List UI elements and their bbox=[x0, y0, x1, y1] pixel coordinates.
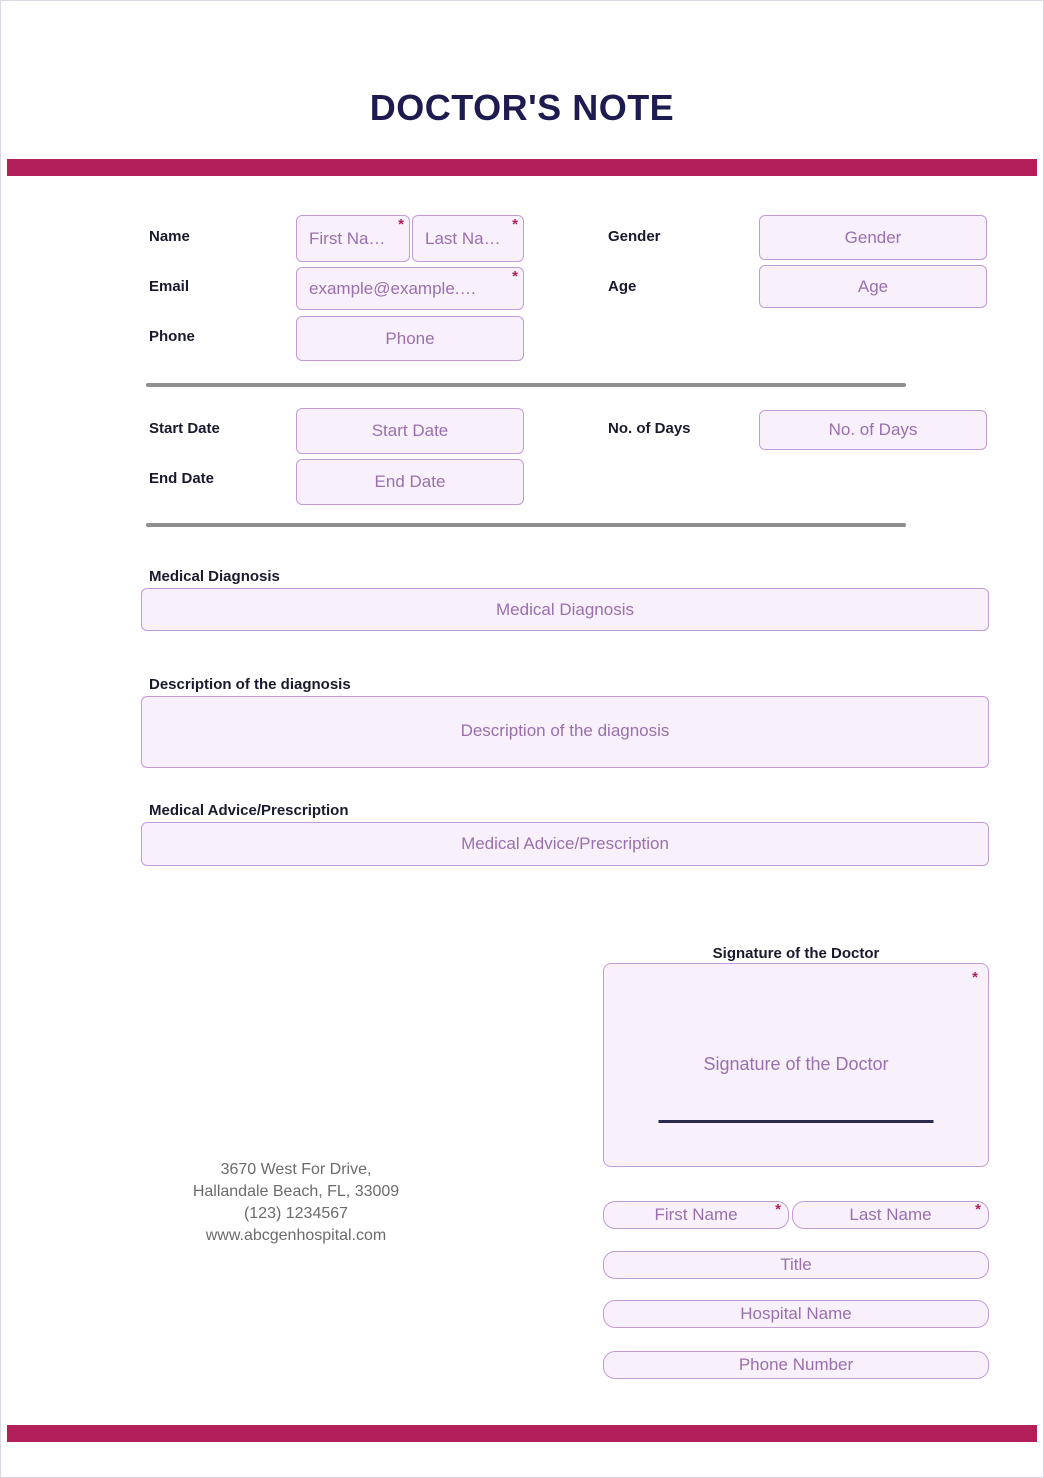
diagnosis-input[interactable] bbox=[141, 588, 989, 631]
days-field bbox=[759, 410, 987, 450]
signature-placeholder: Signature of the Doctor bbox=[703, 1054, 889, 1074]
description-field bbox=[141, 696, 989, 768]
gender-label: Gender bbox=[608, 228, 661, 245]
required-asterisk: * bbox=[512, 216, 518, 233]
page-title: DOCTOR'S NOTE bbox=[369, 87, 675, 128]
end-date-label: End Date bbox=[149, 470, 215, 487]
gender-input[interactable] bbox=[759, 215, 987, 260]
last-name-field bbox=[412, 215, 524, 262]
gender-field bbox=[759, 215, 987, 260]
hospital-phone: (123) 1234567 bbox=[243, 1205, 349, 1222]
age-label: Age bbox=[608, 278, 637, 295]
doctor-last-name-input[interactable] bbox=[792, 1201, 989, 1229]
address-line-1: 3670 West For Drive, bbox=[220, 1161, 372, 1178]
end-date-field bbox=[296, 459, 524, 505]
email-input[interactable] bbox=[296, 267, 524, 310]
end-date-input[interactable] bbox=[296, 459, 524, 505]
first-name-input[interactable] bbox=[296, 215, 410, 262]
start-date-label: Start Date bbox=[149, 420, 220, 437]
start-date-input[interactable] bbox=[296, 408, 524, 454]
doctor-title-input[interactable] bbox=[603, 1251, 989, 1279]
required-asterisk: * bbox=[972, 969, 978, 986]
email-field bbox=[296, 267, 524, 310]
days-label: No. of Days bbox=[608, 420, 691, 437]
doctor-hospital-input[interactable] bbox=[603, 1300, 989, 1328]
doctor-phone-field bbox=[603, 1351, 989, 1379]
signature-line bbox=[659, 1120, 934, 1123]
doctor-phone-input[interactable] bbox=[603, 1351, 989, 1379]
required-asterisk: * bbox=[512, 268, 518, 285]
start-date-field bbox=[296, 408, 524, 454]
address-line-2: Hallandale Beach, FL, 33009 bbox=[192, 1183, 400, 1200]
doctor-title-field bbox=[603, 1251, 989, 1279]
phone-field bbox=[296, 316, 524, 361]
advice-field bbox=[141, 822, 989, 866]
hospital-address-block bbox=[146, 1159, 446, 1247]
age-field bbox=[759, 265, 987, 308]
signature-label: Signature of the Doctor bbox=[712, 945, 880, 962]
advice-input[interactable] bbox=[141, 822, 989, 866]
description-textarea[interactable] bbox=[141, 696, 989, 768]
email-label: Email bbox=[149, 278, 190, 295]
required-asterisk: * bbox=[775, 1201, 781, 1218]
days-input[interactable] bbox=[759, 410, 987, 450]
diagnosis-field bbox=[141, 588, 989, 631]
doctor-first-name-input[interactable] bbox=[603, 1201, 789, 1229]
age-input[interactable] bbox=[759, 265, 987, 308]
hospital-website: www.abcgenhospital.com bbox=[205, 1227, 387, 1244]
section-divider bbox=[146, 383, 906, 387]
top-accent-bar bbox=[7, 159, 1037, 176]
first-name-field bbox=[296, 215, 410, 262]
advice-label: Medical Advice/Prescription bbox=[149, 802, 349, 819]
signature-pad[interactable] bbox=[603, 963, 989, 1167]
name-label: Name bbox=[149, 228, 190, 245]
doctor-first-name-field bbox=[603, 1201, 789, 1229]
description-label: Description of the diagnosis bbox=[149, 676, 351, 693]
required-asterisk: * bbox=[398, 216, 404, 233]
section-divider bbox=[146, 523, 906, 527]
doctor-last-name-field bbox=[792, 1201, 989, 1229]
phone-input[interactable] bbox=[296, 316, 524, 361]
diagnosis-label: Medical Diagnosis bbox=[149, 568, 280, 585]
bottom-accent-bar bbox=[7, 1425, 1037, 1442]
phone-label: Phone bbox=[149, 328, 195, 345]
doctor-hospital-field bbox=[603, 1300, 989, 1328]
required-asterisk: * bbox=[975, 1201, 981, 1218]
last-name-input[interactable] bbox=[412, 215, 524, 262]
